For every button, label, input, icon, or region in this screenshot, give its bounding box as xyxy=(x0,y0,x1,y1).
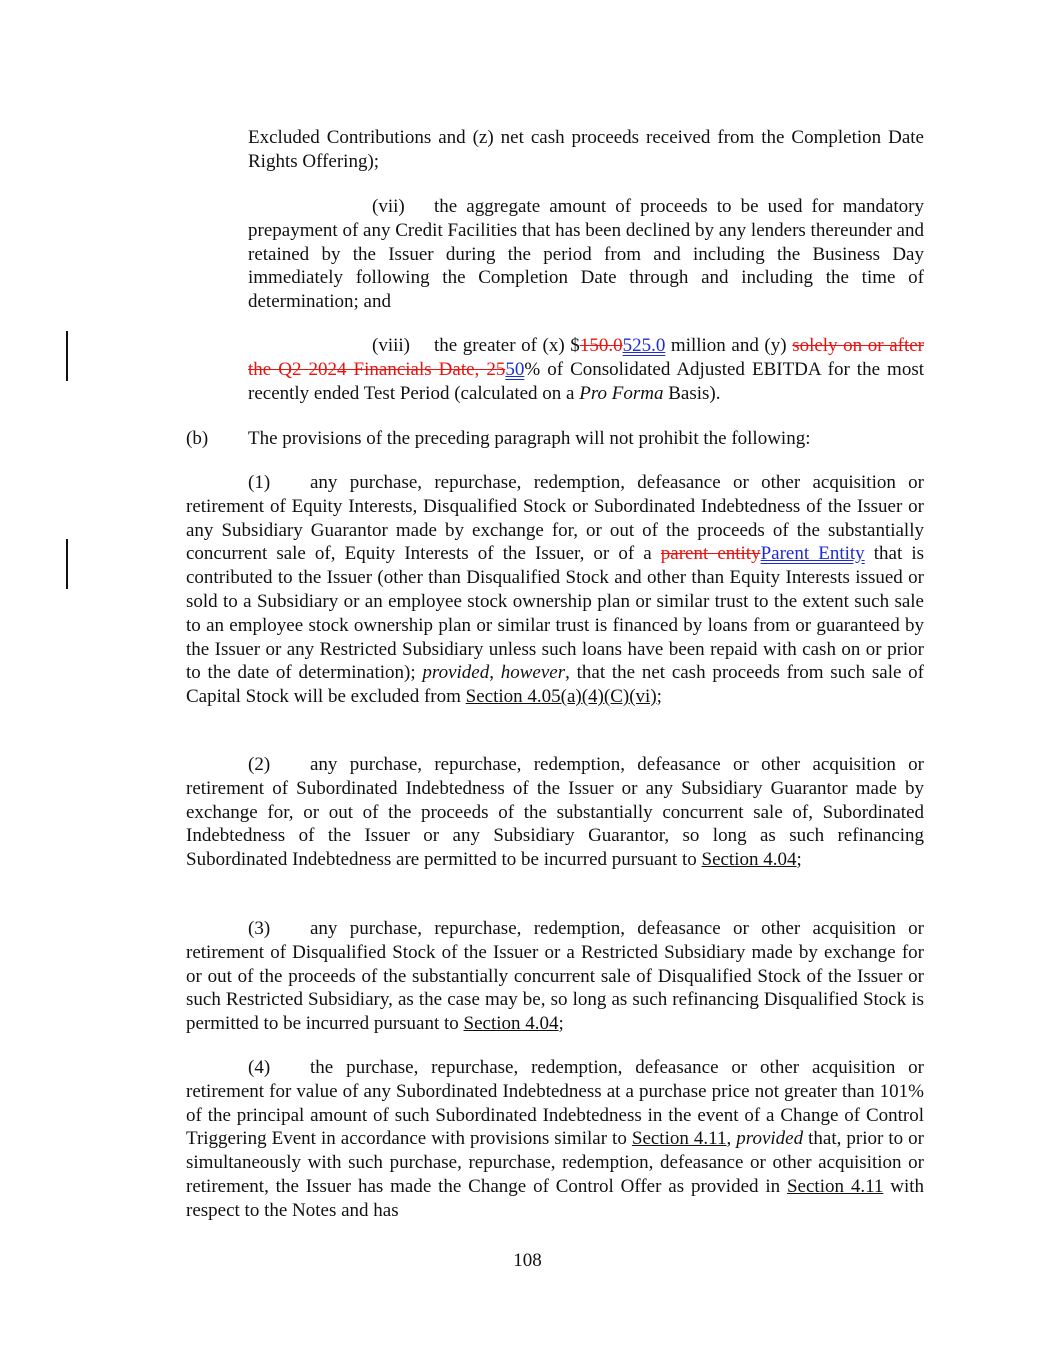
provided-italic: provided xyxy=(422,662,490,684)
clause-2-text-end: ; xyxy=(796,849,802,871)
clause-3-text: any purchase, repurchase, redemption, defeasance or other acquisition or retirement of Disqualified Stock of the Issuer or a Restricted Subsidiary made by exchange for or out of the proceeds of the substantially concurrent sale of Disqualified Stock of the Issuer or such Restricted Subsidiary, as the case may be, so long as such refinancing Disqualified Stock is permitted to be incurred pursuant to xyxy=(186,918,924,1035)
clause-2-label: (2) xyxy=(248,754,271,775)
intro-text: Excluded Contributions and (z) net cash proceeds received from the Completion Date Rights Offering); xyxy=(248,127,924,172)
clause-viii-text-after: % of Consolidated Adjusted EBITDA for the most recently ended Test Period (calculated on a xyxy=(248,358,925,404)
section-b-label: (b) xyxy=(186,428,209,449)
clause-viii xyxy=(248,334,924,405)
clause-1-text-end: ; xyxy=(656,686,662,708)
clause-1-text: any purchase, repurchase, redemption, defeasance or other acquisition or retirement of Equity Interests, Disqualified Stock or Subordinated Indebtedness of the Issuer or any Subsidiary Guarantor made by exchange for, or out of the proceeds of the substantially concurrent sale of, Equity Interests of the Issuer, or of a xyxy=(186,472,924,565)
section-b xyxy=(186,427,924,451)
clause-viii-text-mid: million and (y) xyxy=(665,335,793,356)
section-ref-4-05[interactable]: Section 4.05(a)(4)(C)(vi) xyxy=(465,686,657,708)
clause-1-label: (1) xyxy=(248,472,271,493)
page-number: 108 xyxy=(513,1250,542,1271)
clause-1 xyxy=(186,471,924,709)
section-b-text: The provisions of the preceding paragraph will not prohibit the following: xyxy=(248,428,811,449)
clause-vii-text: the aggregate amount of proceeds to be used for mandatory prepayment of any Credit Facilities that has been declined by any lenders thereunder and retained by the Issuer during the period from and including the Business Day immediately following the Completion Date through and including the time of determination; and xyxy=(248,196,924,313)
clause-4-comma: , xyxy=(726,1128,737,1150)
clause-viii-text: the greater of (x) $ xyxy=(434,335,580,356)
clause-viii-label: (viii) xyxy=(372,335,410,356)
provided-italic: provided xyxy=(736,1128,804,1150)
section-ref-4-04[interactable]: Section 4.04 xyxy=(463,1013,559,1035)
section-ref-4-11[interactable]: Section 4.11 xyxy=(786,1175,884,1197)
clause-4-text-mid: that, prior to or simultaneously with such purchase, repurchase, redemption, defeasance or other acquisition or retirement, the Issuer has made the Change of Control Offer as provided in xyxy=(186,1128,925,1197)
section-ref-4-04[interactable]: Section 4.04 xyxy=(701,849,797,871)
clause-4 xyxy=(186,1056,924,1223)
intro-paragraph xyxy=(248,126,924,174)
deleted-condition: solely on or after the Q2 2024 Financials Date, 25 xyxy=(248,335,924,380)
however-italic: however xyxy=(500,662,566,684)
clause-2-text: any purchase, repurchase, redemption, defeasance or other acquisition or retirement of Subordinated Indebtedness of the Issuer or any Subsidiary Guarantor made by exchange for, or out of the proceeds of the substantially concurrent sale of, Subordinated Indebtedness of the Issuer or any Subsidiary Guarantor, so long as such refinancing Subordinated Indebtedness are permitted to be incurred pursuant to xyxy=(186,754,924,871)
deleted-amount: 150.0 xyxy=(579,335,623,356)
clause-4-text: the purchase, repurchase, redemption, defeasance or other acquisition or retirement for value of any Subordinated Indebtedness at a purchase price not greater than 101% of the principal amount of such Subordinated Indebtedness in the event of a Change of Control Triggering Event in accordance with provisions similar to xyxy=(186,1057,924,1150)
change-bar xyxy=(66,539,68,589)
clause-4-label: (4) xyxy=(248,1057,271,1078)
inserted-amount: 525.0 xyxy=(622,335,666,356)
clause-3-text-end: ; xyxy=(558,1013,564,1035)
clause-vii-label: (vii) xyxy=(372,196,405,217)
clause-2 xyxy=(186,753,924,872)
clause-viii-text-end: Basis). xyxy=(663,382,721,404)
clause-3 xyxy=(186,917,924,1036)
clause-1-text-after: , that the net cash proceeds from such sale of Capital Stock will be excluded from xyxy=(186,662,925,708)
change-bar xyxy=(66,331,68,381)
clause-4-text-end: with respect to the Notes and has xyxy=(186,1175,925,1221)
deleted-parent-entity: parent entity xyxy=(660,543,761,565)
inserted-percent: 50 xyxy=(505,358,525,380)
pro-forma-italic: Pro Forma xyxy=(579,382,664,404)
section-ref-4-11[interactable]: Section 4.11 xyxy=(631,1128,727,1150)
clause-vii xyxy=(248,195,924,314)
clause-1-comma: , xyxy=(489,662,501,684)
clause-3-label: (3) xyxy=(248,918,271,939)
clause-1-text-mid: that is contributed to the Issuer (other than Disqualified Stock and other than Equity Interests issued or sold to a Subsidiary or an employee stock ownership plan or similar trust to the extent such sale to an employee stock ownership plan or similar trust is financed by loans from or guaranteed by the Issuer or any Restricted Subsidiary unless such loans have been repaid with cash on or prior to the date of determination); xyxy=(186,543,924,684)
inserted-parent-entity: Parent Entity xyxy=(760,543,865,565)
